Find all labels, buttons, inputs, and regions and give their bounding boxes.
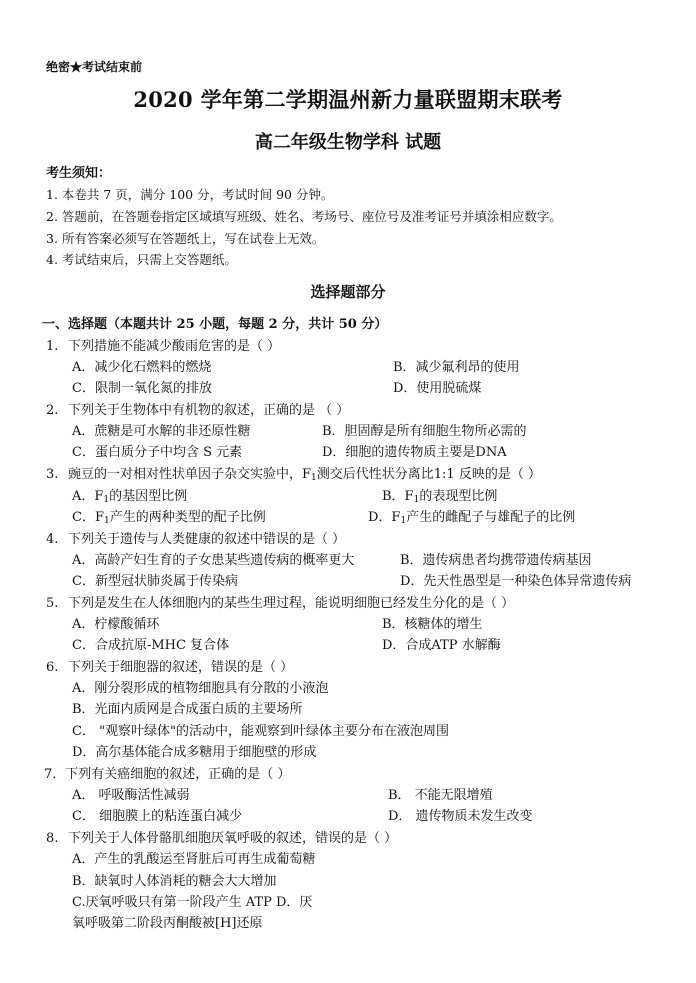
option-a: A．产生的乳酸运至肾脏后可再生成葡萄糖 [72,852,316,867]
question-stem: 下列关于细胞器的叙述，错误的是（ ） [68,660,294,675]
option-c: C． 细胞膜上的粘连蛋白减少 [72,809,243,824]
question-number: 4. [46,532,59,547]
option-b: B．遗传病患者均携带遗传病基因 [400,553,592,568]
option-c: C． "观察叶绿体"的活动中，能观察到叶绿体主要分布在液泡周围 [72,724,450,739]
option-c: C．$F_1$产生的两种类型的配子比例 [72,510,266,526]
question-stem: 豌豆的一对相对性状单因子杂交实验中，F [68,467,312,482]
question-number: 2. [46,403,59,418]
exam-subtitle: 高二年级生物学科 试题 [254,132,442,153]
option-d: D．使用脱硫煤 [393,381,482,396]
option-d: D．细胞的遗传物质主要是DNA [322,445,507,460]
question-number: 8. [46,831,59,846]
confidential-label: 绝密★考试结束前 [46,60,143,74]
notice-item: 3. 所有答案必须写在答题纸上，写在试卷上无效。 [46,231,325,246]
question-stem: 下列关于人体骨骼肌细胞厌氧呼吸的叙述，错误的是（ ） [68,831,398,846]
option-d: D．$F_1$产生的雌配子与雄配子的比例 [368,510,576,526]
option-b: B．光面内质网是合成蛋白质的主要场所 [72,702,303,717]
option-c: C．新型冠状肺炎属于传染病 [72,574,238,589]
option-a: A． 呼吸酶活性减弱 [72,788,190,803]
option-d: D．合成ATP 水解酶 [382,638,501,653]
question-stem: 下列措施不能减少酸雨危害的是（ ） [68,339,281,354]
question-4 [46,528,345,547]
notice-heading: 考生须知： [46,166,112,181]
question-2 [46,399,349,418]
option-b: B．缺氧时人体消耗的糖会大大增加 [72,874,277,889]
notice-item: 2. 答题前，在答题卷指定区域填写班级、姓名、考场号、座位号及准考证号并填涂相应数字。 [46,209,562,224]
option-c: C．限制一氧化氮的排放 [72,381,212,396]
question-stem-tail: 测交后代性状分离比1:1 反映的是（ ） [316,467,541,482]
option-a: A．高龄产妇生育的子女患某些遗传病的概率更大 [72,553,355,568]
option-c: C．蛋白质分子中均含 S 元素 [72,445,243,460]
part-title: 一、选择题（本题共计 25 小题，每题 2 分，共计 50 分） [42,317,388,332]
option-b: B．胆固醇是所有细胞生物所必需的 [322,424,527,439]
notice-item: 4. 考试结束后，只需上交答题纸。 [46,252,237,267]
question-5 [46,592,514,611]
option-a: A．减少化石燃料的燃烧 [72,360,212,375]
option-b: B．$F_1$的表现型比例 [382,489,498,505]
option-d: D． 遗传物质未发生改变 [388,809,533,824]
question-7 [44,763,290,782]
question-1 [46,335,280,354]
option-d: D．高尔基体能合成多糖用于细胞壁的形成 [72,745,317,760]
option-a: A．蔗糖是可水解的非还原性糖 [72,424,251,439]
question-stem: 下列有关癌细胞的叙述，正确的是（ ） [65,767,291,782]
question-stem: 下列关于生物体中有机物的叙述，正确的是 （ ） [68,403,350,418]
option-d: D．先天性愚型是一种染色体异常遗传病 [400,574,632,589]
notice-item: 1. 本卷共 7 页，满分 100 分，考试时间 90 分钟。 [46,187,334,202]
option-a: A．柠檬酸循环 [72,617,160,632]
exam-title: 2020 学年第二学期温州新力量联盟期末联考 [133,87,563,112]
question-3 [46,463,541,483]
option-a: A．刚分裂形成的植物细胞具有分散的小液泡 [72,681,329,696]
question-number: 5. [46,596,59,611]
option-b: B．减少氟利昂的使用 [393,360,520,375]
question-stem: 下列关于遗传与人类健康的叙述中错误的是（ ） [68,532,346,547]
option-d: 氧呼吸第二阶段丙酮酸被[H]还原 [72,916,263,931]
question-number: 3. [46,467,59,482]
question-number: 7． [44,767,66,782]
question-6 [46,656,293,675]
option-c: C．合成抗原-MHC 复合体 [72,638,230,653]
option-a: A．$F_1$的基因型比例 [72,489,188,505]
subscript: 1 [311,473,317,483]
option-b: B． 不能无限增殖 [388,788,493,803]
section-title: 选择题部分 [310,283,386,301]
question-8 [46,827,397,846]
question-number: 1. [46,339,59,354]
option-b: B．核糖体的增生 [382,617,483,632]
question-stem: 下列是发生在人体细胞内的某些生理过程，能说明细胞已经发生分化的是（ ） [68,596,515,611]
option-c: C.厌氧呼吸只有第一阶段产生 ATP D．厌 [72,895,313,910]
question-number: 6. [46,660,59,675]
